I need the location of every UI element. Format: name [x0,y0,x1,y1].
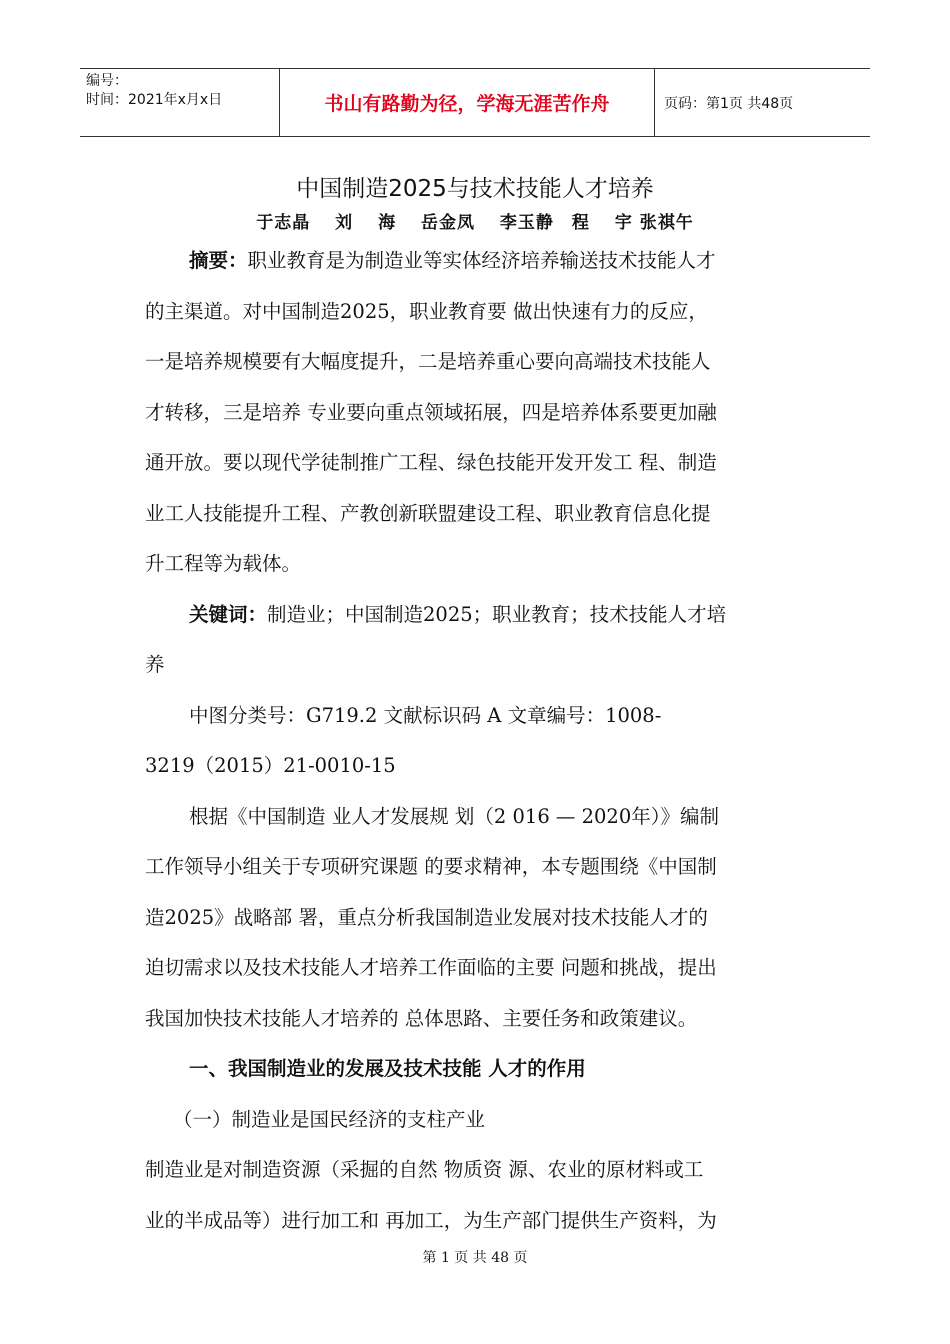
abstract-line: 一是培养规模要有大幅度提升，二是培养重心要向高端技术技能人 [145,350,711,373]
abstract-line [145,236,810,287]
keywords-line [145,590,810,641]
keywords-text: 制造业；中国制造2025；职业教育；技术技能人才培 [267,602,727,626]
time-label: 时间：2021年x月x日 [86,92,223,108]
intro-line: 迫切需求以及技术技能人才培养工作面临的主要 问题和挑战，提出 [145,956,717,979]
header-motto: 书山有路勤为径，学海无涯苦作舟 [280,69,655,136]
intro-line: 造2025》战略部 署，重点分析我国制造业发展对技术技能人才的 [145,905,708,929]
intro-line: 我国加快技术技能人才培养的 总体思路、主要任务和政策建议。 [145,1006,698,1030]
section-heading: 一、我国制造业的发展及技术技能 人才的作用 [189,1057,586,1080]
classification-line: 中图分类号：G719.2 文献标识码 A 文章编号：1008- [189,703,662,727]
abstract-line: 的主渠道。对中国制造2025，职业教育要 做出快速有力的反应， [145,299,708,323]
abstract-line: 通开放。要以现代学徒制推广工程、绿色技能开发开发工 程、制造 [145,451,717,474]
document-authors: 于志晶 刘 海 岳金凤 李玉静 程 宇 张祺午 [256,213,694,233]
document-header-table [80,68,870,137]
header-meta-cell [80,69,280,136]
abstract-label: 摘要： [189,249,248,272]
document-body [145,236,810,1246]
page-footer: 第 1 页 共 48 页 [422,1250,528,1266]
intro-line: 工作领导小组关于专项研究课题 的要求精神，本专题围绕《中国制 [145,855,717,878]
number-label: 编号： [86,73,128,89]
paragraph-line: 业的半成品等）进行加工和 再加工，为生产部门提供生产资料，为 [145,1208,717,1232]
abstract-line: 业工人技能提升工程、产教创新联盟建设工程、职业教育信息化提 [145,501,711,525]
subsection-heading: （一）制造业是国民经济的支柱产业 [173,1107,486,1131]
abstract-line: 升工程等为载体。 [145,552,302,575]
keywords-line: 养 [145,653,165,676]
paragraph-line: 制造业是对制造资源（采掘的自然 物质资 源、农业的原材料或工 [145,1158,704,1181]
keywords-label: 关键词： [189,602,268,626]
document-title: 中国制造2025与技术技能人才培养 [296,176,654,202]
intro-line: 根据《中国制造 业人才发展规 划（2 016 — 2020年）》编制 [189,804,719,828]
abstract-line: 才转移，三是培养 专业要向重点领域拓展，四是培养体系要更加融 [145,400,717,424]
classification-line: 3219（2015）21-0010-15 [145,754,396,777]
header-page-info: 页码：第1页 共48页 [664,95,794,112]
abstract-text: 职业教育是为制造业等实体经济培养输送技术技能人才 [247,249,716,272]
